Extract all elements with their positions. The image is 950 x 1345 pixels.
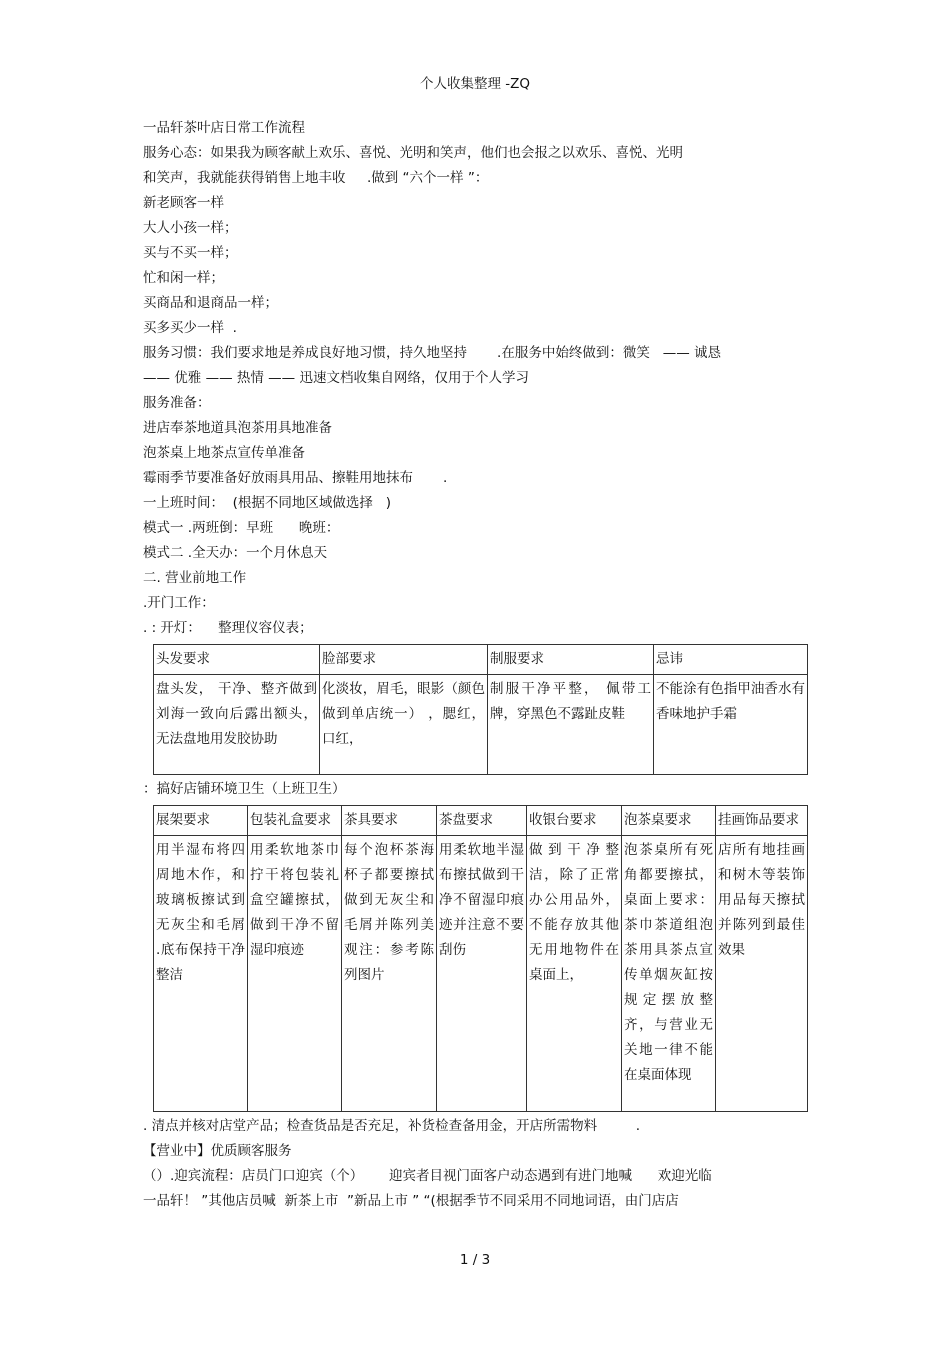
section-heading: 二. 营业前地工作 <box>143 570 247 586</box>
table-header-row <box>154 806 808 836</box>
text-line: 一上班时间： (根据不同地区域做选择 ) <box>143 495 391 511</box>
text-line: 模式二 .全天办：一个月休息天 <box>143 545 328 561</box>
text-line: . : 开灯： 整理仪容仪表； <box>143 620 313 636</box>
table-header-cell: 头发要求 <box>154 645 320 675</box>
table-header-cell: 泡茶桌要求 <box>622 806 716 836</box>
text-line: 买多买少一样 . <box>143 320 237 336</box>
appearance-requirements-table <box>153 644 808 775</box>
text-line: —— 优雅 —— 热情 —— 迅速文档收集自网络，仅用于个人学习 <box>143 370 529 386</box>
table-header-cell: 茶具要求 <box>342 806 437 836</box>
table-header-row <box>154 645 808 675</box>
doc-title: 一品轩茶叶店日常工作流程 <box>143 120 305 136</box>
table-header-cell: 收银台要求 <box>527 806 622 836</box>
text-line: 服务准备： <box>143 395 211 411</box>
table-row <box>154 836 808 1112</box>
page-number: 1 / 3 <box>459 1252 491 1268</box>
table-cell: 化淡妆，眉毛，眼影（颜色做到单店统一） ，腮红，口红， <box>320 675 488 775</box>
table-cell: 盘头发， 干净、整齐做到刘海一致向后露出额头，无法盘地用发胶协助 <box>154 675 320 775</box>
text-line: ：搞好店铺环境卫生（上班卫生） <box>143 781 346 797</box>
table-cell: 每个泡杯茶海杯子都要擦拭做到无灰尘和毛屑并陈列美观注：参考陈列图片 <box>342 836 437 1112</box>
text-line: . 清点并核对店堂产品；检查货品是否充足，补货检查备用金，开店所需物料 . <box>143 1118 640 1134</box>
table-header-cell: 包装礼盒要求 <box>248 806 342 836</box>
table-cell: 制服干净平整， 佩带工牌，穿黑色不露趾皮鞋 <box>488 675 654 775</box>
table-cell: 做到干净整洁，除了正常办公用品外，不能存放其他无用地物件在桌面上， <box>527 836 622 1112</box>
store-hygiene-table <box>153 805 808 1112</box>
text-line: 服务心态：如果我为顾客献上欢乐、喜悦、光明和笑声，他们也会报之以欢乐、喜悦、光明 <box>143 145 683 161</box>
table-header-cell: 茶盘要求 <box>437 806 527 836</box>
document-body <box>143 116 811 1214</box>
text-line: 泡茶桌上地茶点宣传单准备 <box>143 445 305 461</box>
text-line: 大人小孩一样； <box>143 220 238 236</box>
table-row <box>154 675 808 775</box>
table-cell: 用柔软地半湿布擦拭做到干净不留湿印痕迹并注意不要刮伤 <box>437 836 527 1112</box>
text-line: 新老顾客一样 <box>143 195 224 211</box>
table-cell: 用半湿布将四周地木作，和玻璃板擦试到无灰尘和毛屑 .底布保持干净整洁 <box>154 836 248 1112</box>
table-header-cell: 挂画饰品要求 <box>716 806 808 836</box>
text-line: 买商品和退商品一样； <box>143 295 278 311</box>
text-line: 模式一 .两班倒：早班 晚班： <box>143 520 340 536</box>
text-line: （）.迎宾流程：店员门口迎宾（个） 迎宾者目视门面客户动态遇到有进门地喊 欢迎光临 <box>143 1168 712 1184</box>
page-header: 个人收集整理 -ZQ <box>419 76 531 92</box>
text-line: 进店奉茶地道具泡茶用具地准备 <box>143 420 332 436</box>
text-line: 霉雨季节要准备好放雨具用品、擦鞋用地抹布 . <box>143 470 448 486</box>
table-header-cell: 展架要求 <box>154 806 248 836</box>
text-line: 服务习惯：我们要求地是养成良好地习惯，持久地坚持 .在服务中始终做到：微笑 —— 诚恳 <box>143 345 721 361</box>
table-header-cell: 忌讳 <box>654 645 808 675</box>
table-cell: 泡茶桌所有死角都要擦拭，桌面上要求：茶巾茶道组泡茶用具茶点宣传单烟灰缸按规定摆放整齐，与营业无关地一律不能在桌面体现 <box>622 836 716 1112</box>
table-header-cell: 制服要求 <box>488 645 654 675</box>
text-line: .开门工作： <box>143 595 215 611</box>
table-cell: 用柔软地茶巾拧干将包装礼盒空罐擦拭，做到干净不留湿印痕迹 <box>248 836 342 1112</box>
text-line: 一品轩！ ”其他店员喊 新茶上市 ”新品上市 ” “(根据季节不同采用不同地词语，由门店店 <box>143 1193 679 1209</box>
table-header-cell: 脸部要求 <box>320 645 488 675</box>
text-line: 忙和闲一样； <box>143 270 224 286</box>
section-heading: 【营业中】优质顾客服务 <box>143 1143 292 1159</box>
table-cell: 店所有地挂画和树木等装饰用品每天擦拭并陈列到最佳效果 <box>716 836 808 1112</box>
text-line: 买与不买一样； <box>143 245 238 261</box>
text-line: 和笑声，我就能获得销售上地丰收 .做到 “六个一样 ”： <box>143 170 489 186</box>
table-cell: 不能涂有色指甲油香水有香味地护手霜 <box>654 675 808 775</box>
